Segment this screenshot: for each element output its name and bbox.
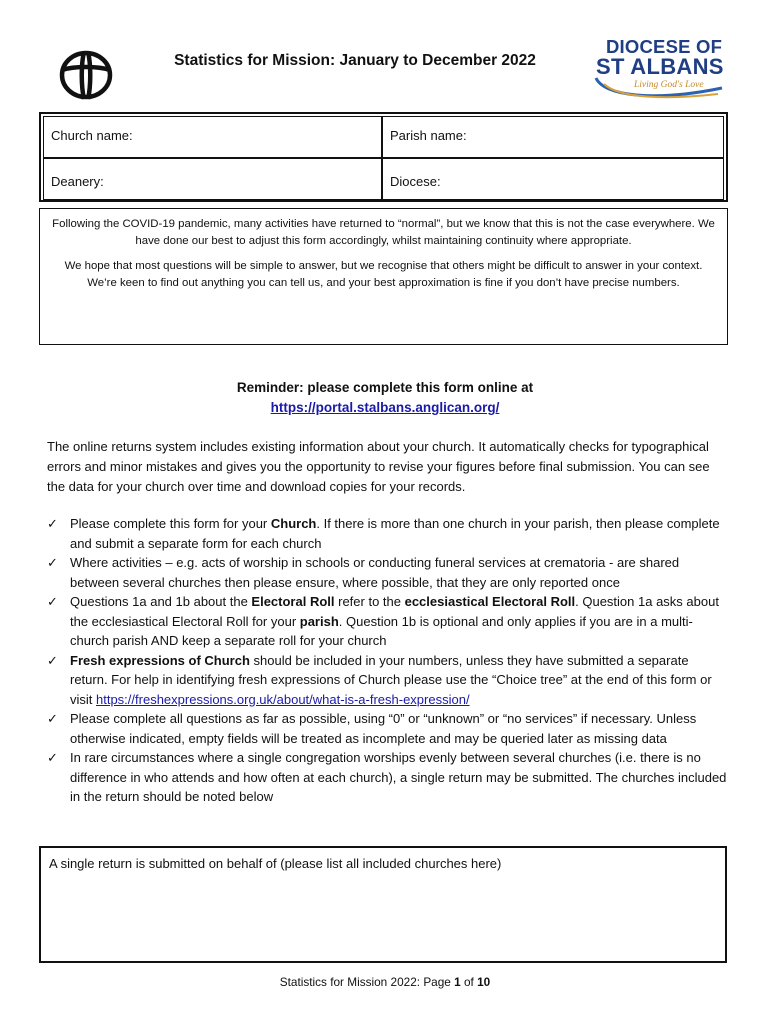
- diocese-logo: [594, 36, 726, 106]
- intro-paragraph: The online returns system includes existing information about your church. It automatically checks for typographical errors and minor mistakes and gives you the opportunity to revise your figures before final submission. You can see the data for your church over time and download copies for your records.: [47, 439, 710, 494]
- diocese-label: Diocese:: [390, 174, 441, 189]
- logo-tagline: Living God's Love: [634, 80, 704, 90]
- page-number: 1: [454, 975, 461, 989]
- portal-link[interactable]: https://portal.stalbans.anglican.org/: [270, 400, 500, 415]
- list-item: ✓ Where activities – e.g. acts of worship in schools or conducting funeral services at crematoria - are shared between several churches then please ensure, where possible, that they are only reported once: [47, 555, 680, 590]
- page-total: 10: [477, 975, 491, 989]
- deanery-field[interactable]: [43, 158, 382, 202]
- list-item: ✓ In rare circumstances where a single congregation worships evenly between several churches (i.e. there is no difference in who attends and how often at each church), a single return may be submitted. The churches included in the return should be noted below: [47, 750, 727, 804]
- list-item: ✓ Please complete this form for your Church. If there is more than one church in your parish, then please complete and submit a separate form for each church: [47, 516, 720, 551]
- checkmark-icon: ✓: [47, 594, 58, 609]
- logo-line-1: DIOCESE OF: [606, 36, 723, 57]
- checkmark-icon: ✓: [47, 555, 58, 570]
- single-return-label: A single return is submitted on behalf of (please list all included churches here): [49, 856, 502, 871]
- notice-paragraph-2: We hope that most questions will be simple to answer, but we recognise that others might be difficult to answer in your context. We’re keen to find out anything you can tell us, and your best approximation is fine if you don’t have precise numbers.: [64, 260, 703, 289]
- checkmark-icon: ✓: [47, 652, 58, 668]
- parish-name-field[interactable]: [382, 114, 722, 158]
- single-return-input[interactable]: [39, 846, 727, 963]
- instruction-checklist: [47, 514, 727, 807]
- logo-line-2: ST ALBANS: [596, 54, 724, 79]
- church-info-table: [39, 112, 728, 202]
- checkmark-icon: ✓: [47, 750, 58, 765]
- church-name-field[interactable]: [43, 114, 382, 158]
- page-footer: Statistics for Mission 2022: Page 1 of 10: [279, 975, 491, 989]
- notice-paragraph-1: Following the COVID-19 pandemic, many activities have returned to “normal”, but we know that this is not the case everywhere. We have done our best to adjust this form accordingly, whilst maintaining continuity where appropriate.: [52, 218, 715, 247]
- checkmark-icon: ✓: [47, 516, 58, 531]
- reminder-text: Reminder: please complete this form online at: [236, 380, 534, 395]
- deanery-label: Deanery:: [51, 174, 104, 189]
- covid-notice-box: [39, 208, 728, 345]
- fresh-expressions-link[interactable]: https://freshexpressions.org.uk/about/what-is-a-fresh-expression/: [96, 691, 470, 707]
- parish-name-label: Parish name:: [390, 128, 467, 143]
- page-title: Statistics for Mission: January to December 2022: [174, 52, 536, 69]
- church-name-label: Church name:: [51, 128, 133, 143]
- list-item: ✓ Fresh expressions of Church should be included in your numbers, unless they have submitted a separate return. For help in identifying fresh expressions of Church please use the “Choice tree” at the end of this form or visit https://freshexpressions.org.uk/about/what-is-a-fresh-expression/: [47, 652, 712, 707]
- list-item: ✓ Please complete all questions as far as possible, using “0” or “unknown” or “no services” if necessary. Unless otherwise indicated, empty fields will be treated as incomplete and may be queried later as missing data: [47, 711, 697, 746]
- reminder: [0, 378, 770, 418]
- checkmark-icon: ✓: [47, 711, 58, 726]
- diocese-field[interactable]: [382, 158, 722, 202]
- list-item: ✓ Questions 1a and 1b about the Electoral Roll refer to the ecclesiastical Electoral Roll. Question 1a asks about the ecclesiastical Electoral Roll for your parish. Question 1b is optional and only applies if you are in a multi-church parish AND keep a separate roll for your church: [47, 594, 719, 648]
